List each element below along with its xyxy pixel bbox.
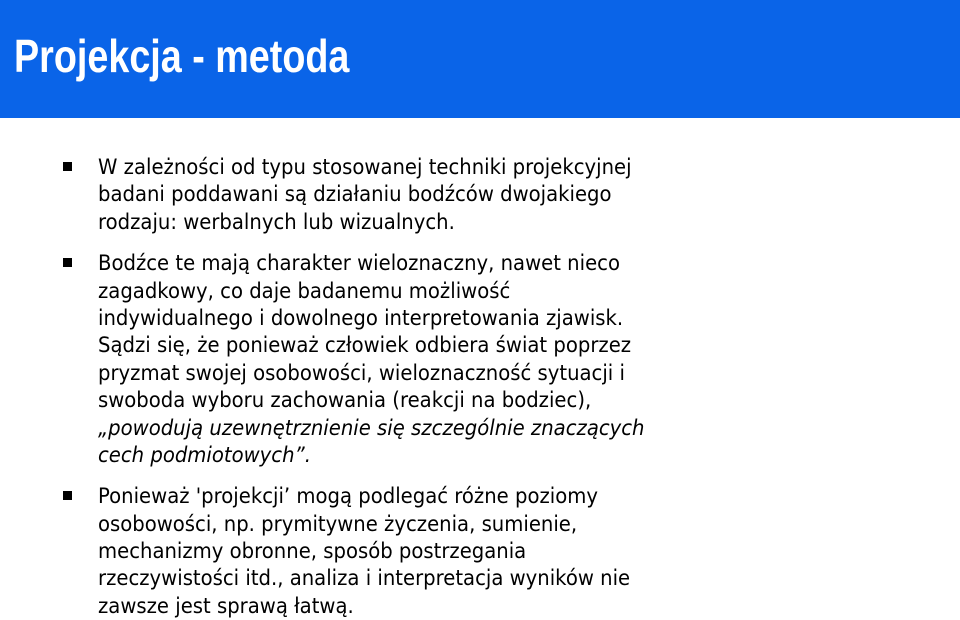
bullet-text-line: Ponieważ 'projekcji’ mogą podlegać różne poziomy <box>98 484 599 509</box>
bullet-text-line: swoboda wyboru zachowania (reakcji na bodziec), <box>98 388 592 413</box>
slide-title: Projekcja - metoda <box>14 30 350 82</box>
bullet-text-line: rzeczywistości itd., analiza i interpretacja wyników nie <box>98 566 631 591</box>
bullet-text-line: zagadkowy, co daje badanemu możliwość <box>98 278 511 303</box>
bullet-text-line: Sądzi się, że ponieważ człowiek odbiera świat poprzez <box>98 333 632 358</box>
bullet-text-line: zawsze jest sprawą łatwą. <box>98 593 354 618</box>
bullet-list <box>63 154 943 620</box>
bullet-text-line: osobowości, np. prymitywne życzenia, sumienie, <box>98 511 578 536</box>
bullet-item <box>63 250 943 469</box>
square-bullet-icon <box>63 491 72 500</box>
bullet-text-line: Bodźce te mają charakter wieloznaczny, nawet nieco <box>98 251 620 276</box>
bullet-text-line: indywidualnego i dowolnego interpretowania zjawisk. <box>98 305 624 330</box>
bullet-text-line: W zależności od typu stosowanej techniki projekcyjnej <box>98 155 632 179</box>
bullet-item <box>63 483 943 620</box>
bullet-text-line: badani poddawani są działaniu bodźców dwojakiego <box>98 182 612 207</box>
bullet-item <box>63 154 943 236</box>
bullet-text-line: rodzaju: werbalnych lub wizualnych. <box>98 209 455 234</box>
quote-text-line: cech podmiotowych”. <box>98 442 311 467</box>
title-bar <box>0 0 960 118</box>
bullet-text-line: mechanizmy obronne, sposób postrzegania <box>98 539 527 564</box>
square-bullet-icon <box>63 162 72 171</box>
quote-text-line: „powodują uzewnętrznienie się szczególnie znaczących <box>98 415 645 440</box>
square-bullet-icon <box>63 258 72 267</box>
bullet-text-line: pryzmat swojej osobowości, wieloznaczność sytuacji i <box>98 360 625 385</box>
